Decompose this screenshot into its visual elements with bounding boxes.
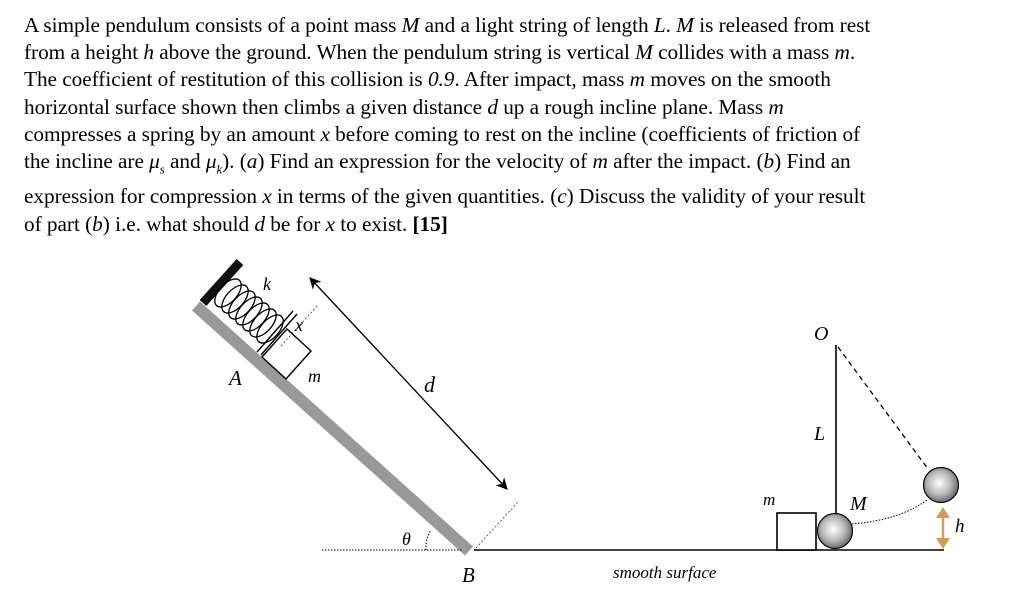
math-symbol: x [262,184,272,209]
label-k: k [263,274,271,294]
math-symbol: b [92,211,103,236]
math-symbol: c [557,184,567,209]
incline-plane [196,306,469,551]
label-d: d [424,372,435,397]
problem-line: of part (b) i.e. what should d be for x to exist. [15] [24,211,448,236]
incline-wall [203,262,240,303]
height-h-arrow [936,507,950,549]
block-on-ground [777,513,816,550]
math-symbol: m [629,67,645,92]
math-symbol: b [763,149,775,174]
label-x: x [295,315,303,335]
pendulum-mass-bottom [818,514,853,549]
label-a: A [229,366,242,390]
pendulum-mass-released [924,468,959,503]
math-symbol: d [254,211,266,236]
label-smooth-surface: smooth surface [613,563,717,582]
math-symbol: x [325,211,335,236]
problem-line: the incline are $\mu_s$ and $\mu_k$). (a) Find an expression for the velocity of m after the impact. (b) Find an [24,149,851,177]
math-symbol: M [676,13,694,37]
problem-line: from a height h above the ground. When the pendulum string is vertical M collides with a mass m. [24,40,856,65]
math-symbol: m [592,149,608,174]
label-m-incline: m [308,366,321,386]
label-theta: θ [402,529,411,549]
math-symbol: 0.9 [427,67,455,92]
label-m-ground: m [763,490,776,509]
math-symbol: a [246,149,258,174]
label-b: B [462,563,475,587]
math-symbol: d [487,94,498,119]
problem-line: horizontal surface shown then climbs a given distance d up a rough incline plane. Mass m [24,94,784,119]
label-h: h [955,516,965,537]
label-o: O [814,323,829,345]
math-symbol: $\mu_s$ [149,149,165,177]
math-symbol: L [653,13,666,37]
label-l: L [814,423,826,445]
math-symbol: $\mu_k$ [205,149,223,177]
math-symbol: m [834,40,850,65]
math-symbol: h [143,40,154,65]
math-symbol: M [401,13,420,37]
physics-diagram [0,240,1024,598]
problem-line: A simple pendulum consists of a point mass M and a light string of length L. M is released from rest [24,13,871,37]
problem-line: expression for compression x in terms of the given quantities. (c) Discuss the validity of your result [24,184,866,209]
problem-line: The coefficient of restitution of this collision is 0.9. After impact, mass m moves on the smooth [24,67,831,92]
math-symbol: x [320,121,330,146]
problem-line: compresses a spring by an amount x before coming to rest on the incline (coefficients of friction of [24,121,861,146]
pendulum-string [836,345,928,515]
label-big-m: M [850,493,867,515]
math-symbol: M [635,40,653,65]
problem-statement [24,12,1014,238]
marks-label: [15] [412,211,448,236]
math-symbol: m [768,94,784,119]
